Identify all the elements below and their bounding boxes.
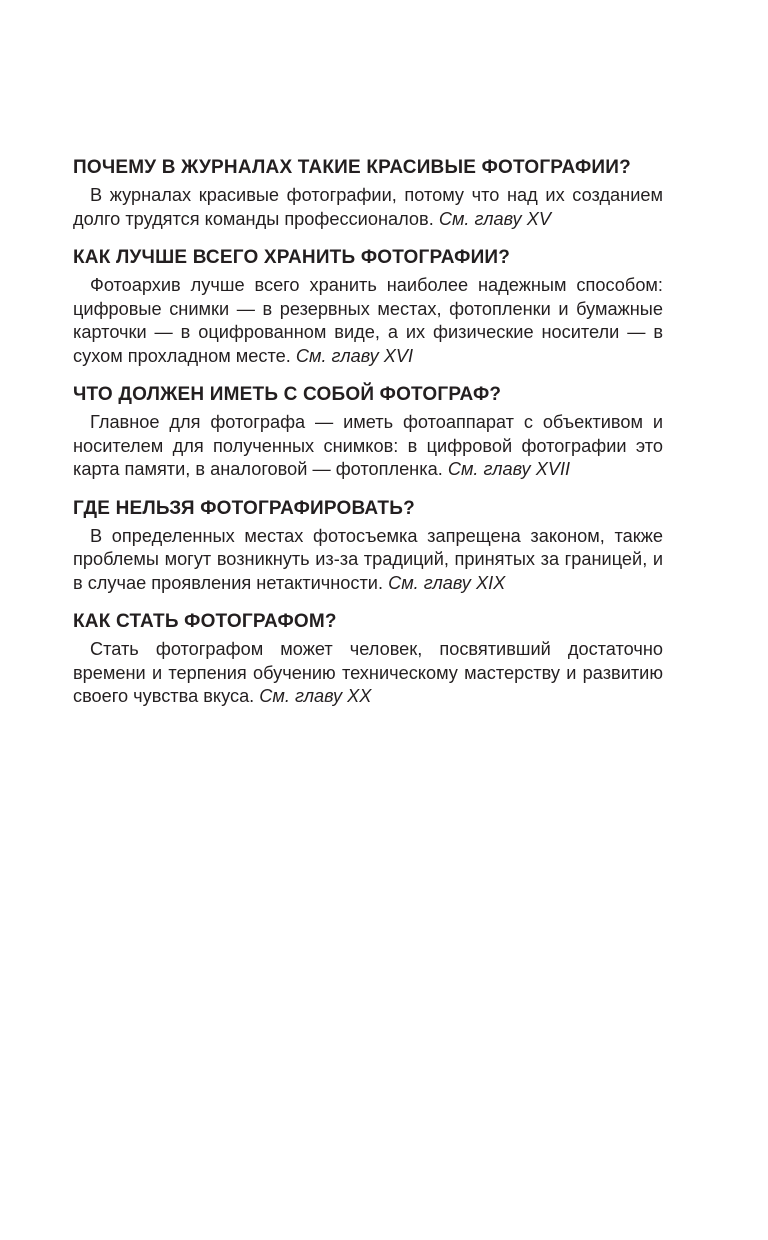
answer-text: В определенных местах фотосъемка запрещена законом, также проблемы могут возникнуть из-за традиций, принятых за границей, и в случае проявления нетактичности. bbox=[73, 525, 663, 593]
question-heading: ЧТО ДОЛЖЕН ИМЕТЬ С СОБОЙ ФОТОГРАФ? bbox=[73, 384, 502, 405]
answer-paragraph bbox=[73, 274, 663, 368]
chapter-reference: См. главу XIX bbox=[388, 572, 506, 593]
question-heading: КАК СТАТЬ ФОТОГРАФОМ? bbox=[73, 611, 337, 632]
answer-text: Фотоархив лучше всего хранить наиболее надежным способом: цифровые снимки — в резервных местах, фотопленки и бумажные карточки — в оцифрованном виде, а их физические носители — в сухом прохладном месте. bbox=[73, 275, 663, 366]
question-heading: ГДЕ НЕЛЬЗЯ ФОТОГРАФИРОВАТЬ? bbox=[73, 497, 415, 519]
answer-text: Главное для фотографа — иметь фотоаппарат с объективом и носителем для полученных снимков: в цифровой фотографии это карта памяти, в аналоговой — фотопленка. bbox=[73, 412, 663, 479]
faq-item-forbidden-places bbox=[73, 495, 663, 596]
chapter-reference: См. главу XVII bbox=[447, 459, 571, 479]
answer-paragraph bbox=[73, 411, 663, 482]
faq-item-photographer-gear bbox=[73, 381, 663, 482]
faq-page bbox=[73, 154, 663, 722]
question-heading: ПОЧЕМУ В ЖУРНАЛАХ ТАКИЕ КРАСИВЫЕ ФОТОГРАФИИ? bbox=[73, 157, 631, 178]
faq-item-storing-photos bbox=[73, 244, 663, 368]
faq-item-magazine-photos bbox=[73, 154, 663, 231]
answer-text: Стать фотографом может человек, посвятивший достаточно времени и терпения обучению техническому мастерству и развитию своего чувства вкуса. bbox=[73, 639, 663, 706]
question-heading: КАК ЛУЧШЕ ВСЕГО ХРАНИТЬ ФОТОГРАФИИ? bbox=[73, 247, 511, 268]
chapter-reference: См. главу XX bbox=[259, 686, 372, 706]
faq-item-become-photographer bbox=[73, 608, 663, 709]
answer-paragraph bbox=[73, 638, 663, 709]
chapter-reference: См. главу XV bbox=[438, 208, 551, 229]
answer-paragraph bbox=[73, 184, 663, 231]
answer-paragraph bbox=[73, 525, 663, 596]
chapter-reference: См. главу XVI bbox=[295, 345, 414, 366]
answer-text: В журналах красивые фотографии, потому что над их созданием долго трудятся команды профессионалов. bbox=[73, 185, 663, 229]
